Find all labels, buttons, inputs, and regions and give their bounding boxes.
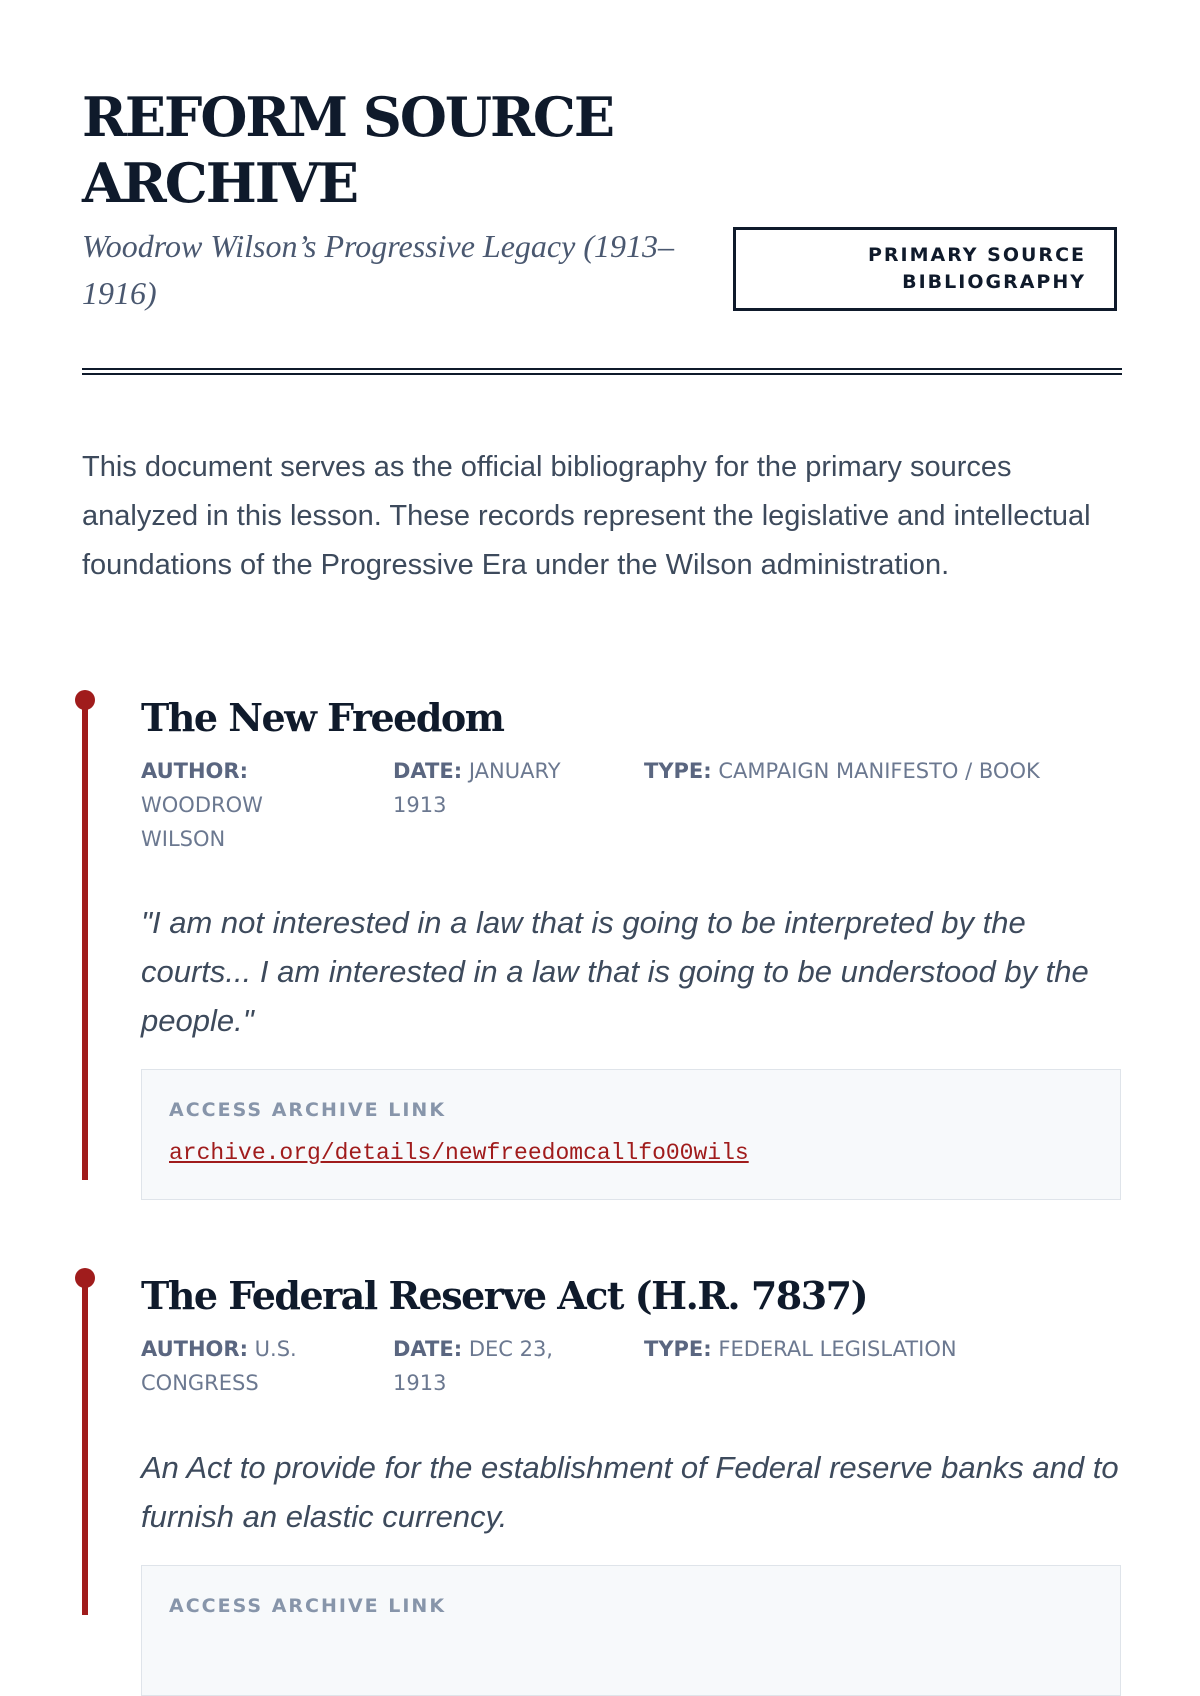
archive-link-box [141,1069,1121,1200]
page-title: REFORM SOURCE ARCHIVE [82,85,614,215]
author-value: U.S. CONGRESS [141,1337,297,1395]
timeline-line [82,1275,88,1615]
type-label: TYPE: [644,1337,712,1361]
author-label: AUTHOR: [141,1337,248,1361]
type-label: TYPE: [644,759,712,783]
entry-author [141,754,301,856]
author-value: WOODROW WILSON [141,793,263,851]
entry-title: The Federal Reserve Act (H.R. 7837) [141,1273,868,1318]
page-subtitle: Woodrow Wilson’s Progressive Legacy (1913–1916) [82,228,674,311]
entry-type [644,754,1122,788]
timeline-marker [75,1268,95,1288]
type-value: CAMPAIGN MANIFESTO / BOOK [718,759,1040,783]
source-entry [82,1273,1122,1617]
archive-link-box [141,1565,1121,1696]
date-label: DATE: [393,1337,463,1361]
entry-quote: "I am not interested in a law that is going to be interpreted by the courts... I am interested in a law that is going to be understood by the people." [141,905,1089,1038]
timeline-marker [75,690,95,710]
archive-link-label: ACCESS ARCHIVE LINK [169,1099,447,1121]
archive-link[interactable]: archive.org/details/newfreedomcallfo00wils [169,1140,749,1166]
entry-author [141,1332,331,1400]
entry-date [393,1332,593,1400]
entry-title: The New Freedom [141,695,504,740]
date-value: DEC 23, 1913 [393,1337,553,1395]
timeline-line [82,697,88,1180]
intro-paragraph: This document serves as the official bibliography for the primary sources analyzed in this lesson. These records represent the legislative and intellectual foundations of the Progressive Era under the Wilson administration. [82,451,1091,581]
entry-type [644,1332,1122,1366]
author-label: AUTHOR: [141,759,248,783]
primary-source-badge: PRIMARY SOURCE BIBLIOGRAPHY [733,227,1117,311]
date-label: DATE: [393,759,463,783]
entry-quote: An Act to provide for the establishment of Federal reserve banks and to furnish an elastic currency. [141,1450,1119,1534]
source-entry [82,697,1122,1180]
entry-date [393,754,608,822]
archive-link-label: ACCESS ARCHIVE LINK [169,1595,447,1617]
header-divider [82,368,1122,375]
date-value: JANUARY 1913 [393,759,561,817]
type-value: FEDERAL LEGISLATION [718,1337,957,1361]
